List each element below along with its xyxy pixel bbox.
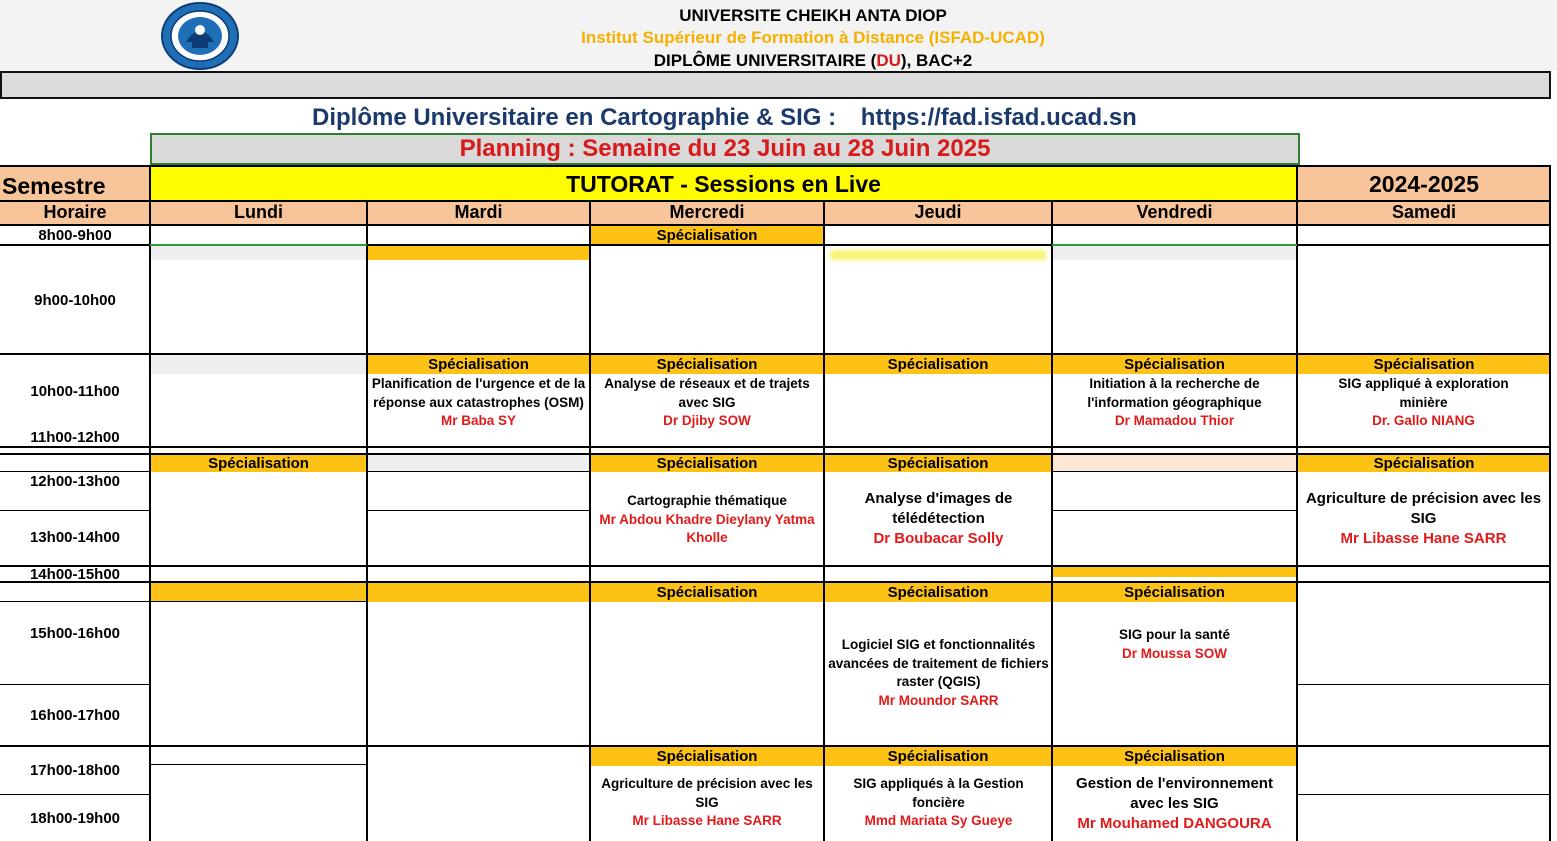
tutor-name: Mr Baba SY — [440, 413, 517, 428]
spec-band-mer-12: Spécialisation — [590, 455, 824, 472]
tutor-name: Mr Abdou Khadre Dieylany Yatma Kholle — [599, 511, 815, 545]
institute-name: Institut Supérieur de Formation à Distance (ISFAD-UCAD) — [581, 28, 1045, 47]
program-url[interactable]: https://fad.isfad.ucad.sn — [860, 104, 1137, 131]
grey-band — [1052, 245, 1297, 260]
time-label: 14h00-15h00 — [29, 565, 121, 583]
time-label: 16h00-17h00 — [29, 706, 121, 724]
session-mercredi-12h — [591, 492, 823, 548]
grid-line — [0, 200, 1551, 202]
spec-band-jeu-17: Spécialisation — [824, 747, 1052, 766]
tutor-name: Mmd Mariata Sy Gueye — [864, 813, 1013, 828]
grid-line — [1549, 165, 1551, 841]
time-label: 13h00-14h00 — [29, 528, 121, 546]
grid-line — [367, 471, 590, 472]
spec-band-jeu-10: Spécialisation — [824, 355, 1052, 374]
session-vendredi-10h — [1053, 375, 1296, 431]
time-label: 11h00-12h00 — [30, 428, 120, 446]
grid-line — [0, 745, 1551, 747]
tutor-name: Dr. Gallo NIANG — [1372, 413, 1475, 428]
day-header-mercredi: Mercredi — [669, 202, 745, 222]
university-logo — [161, 2, 239, 70]
course-title: SIG pour la santé — [1118, 627, 1231, 642]
planning-title: Planning : Semaine du 23 Juin au 28 Juin 2025 — [150, 133, 1300, 165]
orange-band — [367, 245, 590, 260]
day-header-jeudi: Jeudi — [914, 202, 962, 222]
university-name: UNIVERSITE CHEIKH ANTA DIOP — [679, 6, 947, 25]
spec-band-ven-15: Spécialisation — [1052, 583, 1297, 602]
grid-line — [0, 684, 150, 685]
grey-band — [150, 245, 367, 260]
grid-line — [367, 510, 590, 511]
grid-line — [0, 224, 1551, 226]
time-label: 18h00-19h00 — [29, 809, 121, 827]
course-title: Cartographie thématique — [627, 493, 787, 508]
semestre-cell — [0, 165, 150, 201]
time-label: 17h00-18h00 — [29, 761, 121, 779]
course-title: SIG appliqué à exploration minière — [1338, 376, 1509, 410]
diploma-du: DU — [876, 51, 901, 70]
spec-band-mer-15: Spécialisation — [590, 583, 824, 602]
course-title: Logiciel SIG et fonctionnalités avancées de traitement de fichiers raster (QGIS) — [828, 637, 1049, 689]
spec-band-mer-17: Spécialisation — [590, 747, 824, 766]
course-title: Agriculture de précision avec les SIG — [601, 776, 813, 810]
tutor-name: Mr Mouhamed DANGOURA — [1077, 815, 1272, 832]
course-title: Planification de l'urgence et de la réponse aux catastrophes (OSM) — [371, 376, 586, 410]
academic-year: 2024-2025 — [1297, 165, 1551, 201]
grid-line — [0, 446, 1551, 448]
diploma-line — [450, 51, 1176, 71]
spec-band-jeu-12: Spécialisation — [824, 455, 1052, 472]
tutor-name: Mr Libasse Hane SARR — [632, 813, 782, 828]
grid-line — [0, 601, 367, 602]
spec-band-lun-12: Spécialisation — [150, 455, 367, 472]
session-vendredi-15h — [1053, 626, 1296, 663]
session-samedi-12h — [1298, 489, 1549, 549]
spec-band-mer-8: Spécialisation — [590, 226, 824, 245]
course-title: Initiation à la recherche de l'information géographique — [1087, 376, 1262, 410]
grid-line — [0, 794, 150, 795]
day-header-samedi: Samedi — [1391, 202, 1457, 222]
session-mercredi-10h — [591, 375, 823, 431]
time-label: 12h00-13h00 — [29, 472, 121, 490]
time-label: 15h00-16h00 — [29, 624, 121, 642]
time-label: 8h00-9h00 — [38, 226, 112, 244]
grid-line — [0, 510, 150, 511]
diploma-prefix: DIPLÔME UNIVERSITAIRE ( — [653, 51, 877, 70]
tutor-name: Mr Moundor SARR — [878, 692, 999, 708]
spec-band-sam-10: Spécialisation — [1297, 355, 1551, 374]
grey-band — [150, 355, 367, 374]
course-title: SIG appliqués à la Gestion foncière — [853, 776, 1024, 810]
tutorat-banner: TUTORAT - Sessions en Live — [150, 165, 1297, 201]
diploma-suffix: ), BAC+2 — [900, 51, 973, 70]
session-jeudi-12h — [825, 489, 1052, 549]
tutor-name: Dr Mamadou Thior — [1114, 413, 1235, 428]
grid-line — [0, 353, 1551, 355]
grid-line — [0, 453, 1551, 455]
grid-line — [149, 165, 151, 841]
grey-band — [367, 455, 590, 471]
day-header-lundi: Lundi — [234, 202, 283, 222]
tutor-name: Mr Libasse Hane SARR — [1340, 530, 1507, 547]
course-title: Agriculture de précision avec les SIG — [1305, 490, 1542, 527]
grid-line — [150, 764, 367, 765]
ucad-seal-icon — [161, 2, 239, 70]
time-label: 10h00-11h00 — [30, 382, 120, 400]
program-title-line — [312, 104, 1252, 132]
tutor-name: Dr Boubacar Solly — [873, 530, 1004, 547]
session-mardi-10h — [368, 375, 589, 431]
grid-line — [1297, 794, 1551, 795]
time-label: 9h00-10h00 — [34, 291, 116, 309]
grid-line — [0, 581, 1551, 583]
course-title: Gestion de l'environnement avec les SIG — [1076, 775, 1273, 812]
session-samedi-10h — [1298, 375, 1549, 431]
orange-band — [1052, 567, 1297, 577]
header-separator-bar — [0, 71, 1551, 99]
program-title: Diplôme Universitaire en Cartographie & SIG : — [312, 104, 837, 131]
spec-band-jeu-15: Spécialisation — [824, 583, 1052, 602]
grid-line — [0, 565, 1551, 567]
spec-band-ven-10: Spécialisation — [1052, 355, 1297, 374]
tutor-name: Dr Moussa SOW — [1121, 645, 1227, 661]
grid-line-green — [150, 244, 367, 246]
session-vendredi-17h — [1053, 774, 1296, 834]
session-jeudi-17h — [825, 775, 1052, 831]
semestre-label: Semestre — [2, 173, 106, 199]
grid-line — [1052, 471, 1297, 472]
jeudi-highlight — [830, 250, 1046, 260]
grid-line — [1052, 510, 1297, 511]
course-title: Analyse de réseaux et de trajets avec SIG — [604, 376, 810, 410]
day-header-vendredi: Vendredi — [1136, 202, 1213, 222]
orange-band — [150, 583, 367, 602]
peach-band — [1052, 455, 1297, 471]
spec-band-mer-10: Spécialisation — [590, 355, 824, 374]
spec-band-sam-12: Spécialisation — [1297, 455, 1551, 472]
spec-band-ven-17: Spécialisation — [1052, 747, 1297, 766]
day-header-mardi: Mardi — [454, 202, 503, 222]
course-title: Analyse d'images de télédétection — [864, 490, 1013, 527]
grid-line-green — [1052, 244, 1297, 246]
spec-band-mar-10: Spécialisation — [367, 355, 590, 374]
session-mercredi-17h — [591, 775, 823, 831]
tutor-name: Dr Djiby SOW — [663, 413, 751, 428]
horaire-header: Horaire — [43, 202, 107, 222]
session-jeudi-15h — [825, 636, 1052, 710]
grid-line — [1297, 684, 1551, 685]
orange-band — [367, 583, 590, 602]
